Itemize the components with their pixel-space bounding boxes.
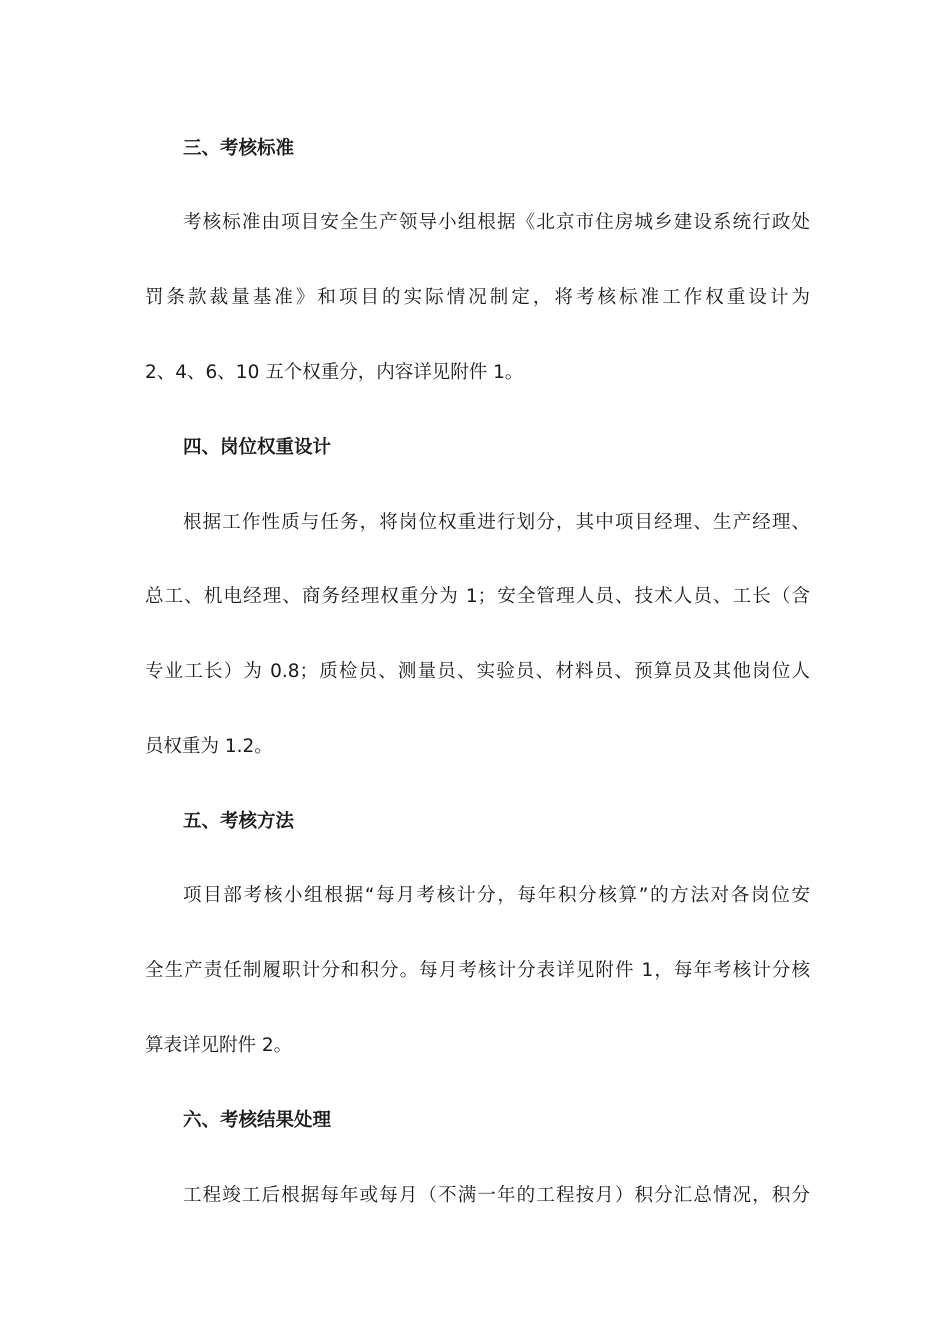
section-heading-result-handling: 六、考核结果处理: [183, 1110, 332, 1131]
paragraph-line: 项目部考核小组根据“每月考核计分，每年积分核算”的方法对各岗位安: [183, 885, 810, 906]
paragraph-line: 算表详见附件 2。: [145, 1035, 293, 1056]
paragraph-line: 考核标准由项目安全生产领导小组根据《北京市住房城乡建设系统行政处: [183, 212, 810, 233]
paragraph-line: 工程竣工后根据每年或每月（不满一年的工程按月）积分汇总情况，积分: [183, 1185, 810, 1206]
section-heading-position-weight: 四、岗位权重设计: [183, 437, 332, 458]
paragraph-line: 总工、机电经理、商务经理权重分为 1；安全管理人员、技术人员、工长（含: [145, 586, 810, 607]
paragraph-line: 根据工作性质与任务，将岗位权重进行划分，其中项目经理、生产经理、: [183, 512, 810, 533]
paragraph-line: 专业工长）为 0.8；质检员、测量员、实验员、材料员、预算员及其他岗位人: [145, 661, 810, 682]
section-heading-assessment-method: 五、考核方法: [183, 811, 295, 832]
paragraph-line: 罚条款裁量基准》和项目的实际情况制定，将考核标准工作权重设计为: [145, 287, 810, 308]
paragraph-line: 员权重为 1.2。: [145, 736, 273, 757]
paragraph-line: 全生产责任制履职计分和积分。每月考核计分表详见附件 1，每年考核计分核: [145, 960, 810, 981]
paragraph-line: 2、4、6、10 五个权重分，内容详见附件 1。: [145, 362, 524, 383]
section-heading-assessment-standard: 三、考核标准: [183, 138, 295, 159]
